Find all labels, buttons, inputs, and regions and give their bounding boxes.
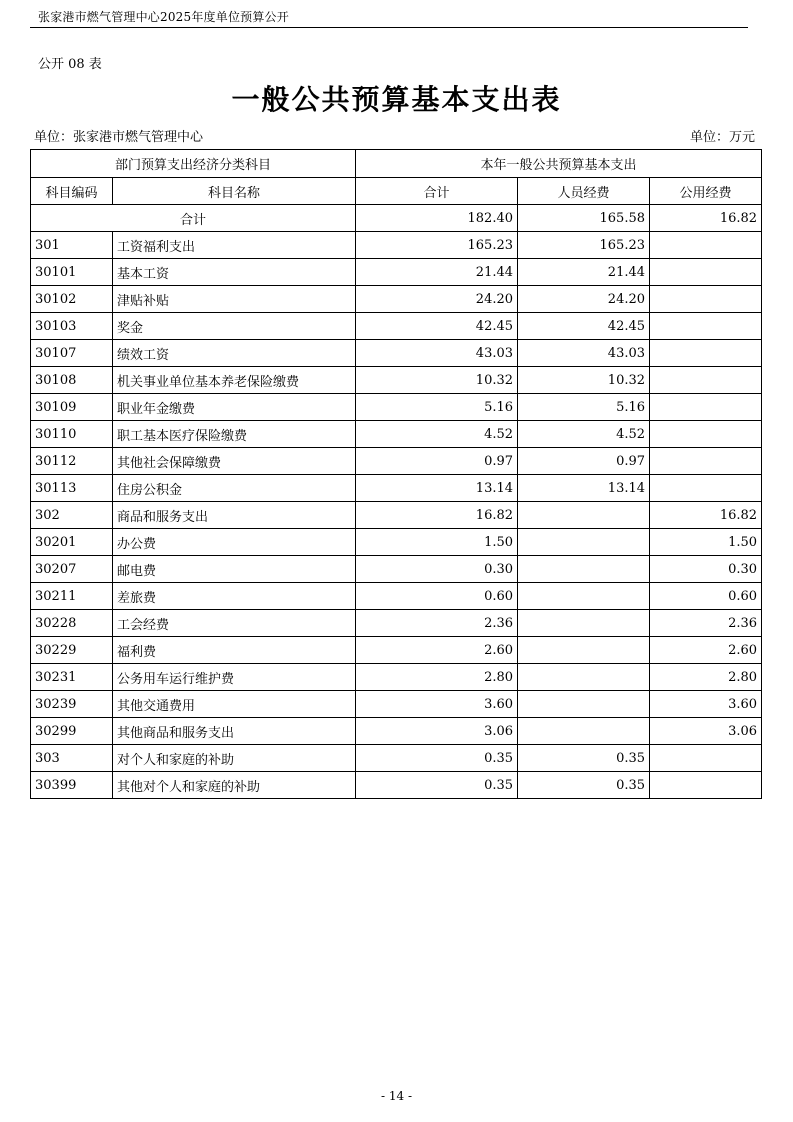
row-name: 机关事业单位基本养老保险缴费 — [113, 367, 356, 394]
table-row — [31, 556, 762, 583]
row-public — [650, 313, 762, 340]
row-public — [650, 259, 762, 286]
row-total: 165.23 — [356, 232, 518, 259]
row-name: 绩效工资 — [113, 340, 356, 367]
row-code: 30299 — [31, 718, 113, 745]
budget-table — [30, 149, 762, 799]
row-personnel: 13.14 — [518, 475, 650, 502]
row-total: 0.35 — [356, 772, 518, 799]
page-title: 一般公共预算基本支出表 — [231, 83, 562, 116]
row-code: 303 — [31, 745, 113, 772]
row-name: 职业年金缴费 — [113, 394, 356, 421]
row-public: 2.36 — [650, 610, 762, 637]
row-public — [650, 421, 762, 448]
currency-unit-label: 单位：万元 — [689, 130, 755, 145]
row-name: 其他对个人和家庭的补助 — [113, 772, 356, 799]
row-code: 30101 — [31, 259, 113, 286]
table-row — [31, 394, 762, 421]
row-personnel — [518, 718, 650, 745]
row-personnel: 5.16 — [518, 394, 650, 421]
row-name: 邮电费 — [113, 556, 356, 583]
row-total: 43.03 — [356, 340, 518, 367]
total-label: 合计 — [31, 205, 356, 232]
row-total: 3.60 — [356, 691, 518, 718]
row-total: 2.80 — [356, 664, 518, 691]
row-code: 30239 — [31, 691, 113, 718]
row-code: 301 — [31, 232, 113, 259]
row-personnel — [518, 691, 650, 718]
row-name: 工资福利支出 — [113, 232, 356, 259]
table-row — [31, 664, 762, 691]
row-total: 0.30 — [356, 556, 518, 583]
row-total: 2.60 — [356, 637, 518, 664]
row-public: 0.30 — [650, 556, 762, 583]
table-group-header-row — [31, 150, 762, 178]
row-personnel: 10.32 — [518, 367, 650, 394]
table-row — [31, 529, 762, 556]
table-row — [31, 286, 762, 313]
row-total: 21.44 — [356, 259, 518, 286]
row-name: 工会经费 — [113, 610, 356, 637]
row-code: 30113 — [31, 475, 113, 502]
row-name: 奖金 — [113, 313, 356, 340]
row-total: 13.14 — [356, 475, 518, 502]
row-name: 其他商品和服务支出 — [113, 718, 356, 745]
form-number: 公开 08 表 — [38, 57, 102, 72]
row-code: 30231 — [31, 664, 113, 691]
row-personnel — [518, 637, 650, 664]
row-total: 3.06 — [356, 718, 518, 745]
table-row — [31, 340, 762, 367]
row-total: 0.60 — [356, 583, 518, 610]
total-sum: 182.40 — [356, 205, 518, 232]
row-name: 对个人和家庭的补助 — [113, 745, 356, 772]
col-header-public: 公用经费 — [650, 178, 762, 205]
row-name: 职工基本医疗保险缴费 — [113, 421, 356, 448]
row-name: 津贴补贴 — [113, 286, 356, 313]
row-code: 30109 — [31, 394, 113, 421]
row-personnel: 42.45 — [518, 313, 650, 340]
row-total: 0.35 — [356, 745, 518, 772]
table-row — [31, 691, 762, 718]
row-total: 4.52 — [356, 421, 518, 448]
row-name: 办公费 — [113, 529, 356, 556]
row-total: 42.45 — [356, 313, 518, 340]
row-code: 30228 — [31, 610, 113, 637]
col-header-code: 科目编码 — [31, 178, 113, 205]
row-personnel: 24.20 — [518, 286, 650, 313]
row-code: 30201 — [31, 529, 113, 556]
row-personnel: 165.23 — [518, 232, 650, 259]
row-name: 福利费 — [113, 637, 356, 664]
row-code: 302 — [31, 502, 113, 529]
row-public — [650, 448, 762, 475]
table-row — [31, 583, 762, 610]
row-name: 公务用车运行维护费 — [113, 664, 356, 691]
table-row — [31, 421, 762, 448]
table-row — [31, 772, 762, 799]
row-total: 10.32 — [356, 367, 518, 394]
row-public — [650, 772, 762, 799]
total-row — [31, 205, 762, 232]
row-code: 30110 — [31, 421, 113, 448]
row-personnel — [518, 583, 650, 610]
table-row — [31, 448, 762, 475]
table-row — [31, 502, 762, 529]
row-code: 30229 — [31, 637, 113, 664]
table-row — [31, 637, 762, 664]
table-row — [31, 475, 762, 502]
row-public: 16.82 — [650, 502, 762, 529]
row-public: 3.06 — [650, 718, 762, 745]
row-public — [650, 286, 762, 313]
total-public: 16.82 — [650, 205, 762, 232]
row-public — [650, 340, 762, 367]
row-code: 30211 — [31, 583, 113, 610]
row-name: 商品和服务支出 — [113, 502, 356, 529]
row-personnel — [518, 529, 650, 556]
col-header-personnel: 人员经费 — [518, 178, 650, 205]
col-header-name: 科目名称 — [113, 178, 356, 205]
row-public — [650, 475, 762, 502]
row-personnel — [518, 556, 650, 583]
row-name: 其他社会保障缴费 — [113, 448, 356, 475]
running-header: 张家港市燃气管理中心2025年度单位预算公开 — [38, 10, 289, 24]
row-code: 30399 — [31, 772, 113, 799]
row-public — [650, 367, 762, 394]
table-row — [31, 232, 762, 259]
row-name: 住房公积金 — [113, 475, 356, 502]
row-public: 3.60 — [650, 691, 762, 718]
table-row — [31, 259, 762, 286]
row-public — [650, 232, 762, 259]
table-row — [31, 367, 762, 394]
row-total: 2.36 — [356, 610, 518, 637]
row-personnel: 4.52 — [518, 421, 650, 448]
row-code: 30103 — [31, 313, 113, 340]
table-row — [31, 313, 762, 340]
table-row — [31, 610, 762, 637]
row-public: 2.80 — [650, 664, 762, 691]
row-code: 30108 — [31, 367, 113, 394]
row-total: 16.82 — [356, 502, 518, 529]
page-number: - 14 - — [380, 1089, 412, 1103]
row-personnel: 0.35 — [518, 745, 650, 772]
row-public: 2.60 — [650, 637, 762, 664]
row-personnel: 21.44 — [518, 259, 650, 286]
row-name: 差旅费 — [113, 583, 356, 610]
unit-label: 单位：张家港市燃气管理中心 — [34, 130, 204, 145]
row-personnel — [518, 502, 650, 529]
table-row — [31, 718, 762, 745]
row-personnel: 43.03 — [518, 340, 650, 367]
row-total: 24.20 — [356, 286, 518, 313]
table-column-header-row — [31, 178, 762, 205]
row-total: 1.50 — [356, 529, 518, 556]
row-public — [650, 745, 762, 772]
row-personnel: 0.35 — [518, 772, 650, 799]
col-header-total: 合计 — [356, 178, 518, 205]
row-code: 30107 — [31, 340, 113, 367]
row-public — [650, 394, 762, 421]
row-personnel: 0.97 — [518, 448, 650, 475]
group-header-basic-expenditure: 本年一般公共预算基本支出 — [356, 150, 762, 178]
row-total: 0.97 — [356, 448, 518, 475]
row-personnel — [518, 664, 650, 691]
row-name: 基本工资 — [113, 259, 356, 286]
header-rule — [30, 27, 748, 28]
group-header-economic-classification: 部门预算支出经济分类科目 — [31, 150, 356, 178]
table-row — [31, 745, 762, 772]
row-code: 30102 — [31, 286, 113, 313]
row-name: 其他交通费用 — [113, 691, 356, 718]
row-code: 30207 — [31, 556, 113, 583]
row-personnel — [518, 610, 650, 637]
row-total: 5.16 — [356, 394, 518, 421]
row-public: 1.50 — [650, 529, 762, 556]
total-personnel: 165.58 — [518, 205, 650, 232]
row-public: 0.60 — [650, 583, 762, 610]
row-code: 30112 — [31, 448, 113, 475]
